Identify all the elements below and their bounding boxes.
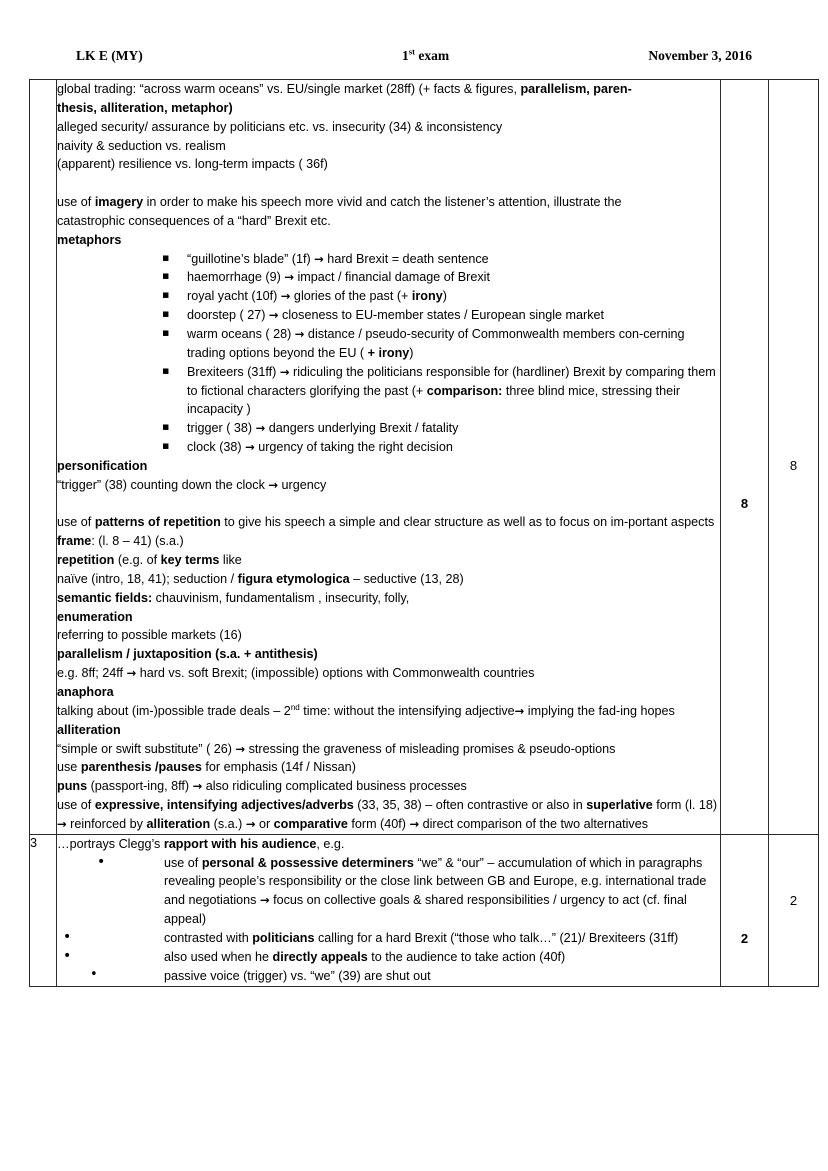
points-awarded-value: 8 xyxy=(740,496,749,511)
row-number-cell xyxy=(30,834,57,986)
points-max-cell[interactable] xyxy=(769,80,819,835)
points-awarded-value: 2 xyxy=(740,930,749,946)
list-item: ▪ warm oceans ( 28) → distance / pseudo-security of Commonwealth members con-cerning trading options beyond the EU ( + irony) xyxy=(57,325,720,363)
header-course-code: LK E (MY) xyxy=(76,48,143,63)
row-content-cell xyxy=(57,834,721,986)
arrow-icon: → xyxy=(284,270,294,285)
text-line: global trading: “across warm oceans” vs. EU/single market (28ff) (+ facts & figures, parallelism, paren- xyxy=(57,82,632,96)
arrow-icon: → xyxy=(255,421,266,436)
subheading-parallelism: parallelism / juxtaposition (s.a. + antithesis) xyxy=(57,647,318,662)
list-item: ▪ “guillotine’s blade” (1f) → hard Brexit = death sentence xyxy=(57,250,720,269)
metaphors-list xyxy=(57,250,720,457)
list-item: ▪ haemorrhage (9) → impact / financial damage of Brexit xyxy=(57,268,720,287)
text-line: use parenthesis /pauses for emphasis (14f / Nissan) xyxy=(57,760,356,775)
text-line: “simple or swift substitute” ( 26) → stressing the graveness of misleading promises & pseudo-options xyxy=(57,741,616,756)
row-number-cell xyxy=(30,80,57,835)
text-line: naïve (intro, 18, 41); seduction / figura etymologica – seductive (13, 28) xyxy=(57,571,464,586)
list-item: ▪ doorstep ( 27) → closeness to EU-member states / European single market xyxy=(57,306,720,325)
table-row xyxy=(30,834,819,986)
points-awarded-cell[interactable] xyxy=(721,834,769,986)
points-max-value: 8 xyxy=(789,458,798,473)
table-row xyxy=(30,80,819,835)
grading-table xyxy=(29,79,819,987)
arrow-icon: → xyxy=(126,666,137,681)
header-date: November 3, 2016 xyxy=(648,48,752,63)
arrow-icon: → xyxy=(268,308,279,323)
points-max-cell[interactable] xyxy=(769,834,819,986)
blank-line xyxy=(57,495,720,514)
text-line: alleged security/ assurance by politicians etc. vs. insecurity (34) & inconsistency xyxy=(57,119,503,134)
header-ordinal-suffix: st xyxy=(408,46,415,57)
text-line: …portrays Clegg’s rapport with his audience, e.g. xyxy=(57,836,345,851)
rapport-list xyxy=(57,854,720,986)
text-line: use of patterns of repetition to give his speech a simple and clear structure as well as to focus on im-portant aspects xyxy=(57,515,715,530)
text-line: use of expressive, intensifying adjectives/adverbs (33, 35, 38) – often contrastive or also in superlative form (l. 18) → reinforced by alliteration (s.a.) → or comparative form (40f) → direct comparison of the two alternatives xyxy=(57,798,718,831)
arrow-icon: → xyxy=(245,816,256,831)
list-item: • use of personal & possessive determiners “we” & “our” – accumulation of which in paragraphs revealing people’s responsibility or the close link between GB and Europe, e.g. international trade and negotiations → focus on collective goals & shared responsibilities / urgency to act (cf. final appeal) xyxy=(57,854,720,929)
list-item: • also used when he directly appeals to the audience to take action (40f) xyxy=(57,948,720,967)
text-line: puns (passport-ing, 8ff) → also ridiculing complicated business processes xyxy=(57,779,467,794)
list-item: ▪ clock (38) → urgency of taking the right decision xyxy=(57,438,720,457)
subheading-enumeration: enumeration xyxy=(57,609,133,624)
text-line: naivity & seduction vs. realism xyxy=(57,138,226,153)
arrow-icon: → xyxy=(268,477,279,492)
text-line: e.g. 8ff; 24ff → hard vs. soft Brexit; (impossible) options with Commonwealth countries xyxy=(57,666,535,681)
text-line: semantic fields: chauvinism, fundamentalism , insecurity, folly, xyxy=(57,590,410,605)
list-item: • contrasted with politicians calling for a hard Brexit (“those who talk…” (21)/ Brexiteers (31ff) xyxy=(57,929,720,948)
arrow-icon: → xyxy=(57,816,67,831)
subheading-alliteration: alliteration xyxy=(57,722,121,737)
subheading-personification: personification xyxy=(57,458,148,473)
arrow-icon: → xyxy=(279,364,290,379)
header-exam-title: 1st exam xyxy=(402,46,450,63)
row-content-cell xyxy=(57,80,721,835)
arrow-icon: → xyxy=(314,251,324,266)
list-item: ▪ royal yacht (10f) → glories of the past (+ irony) xyxy=(57,287,720,306)
arrow-icon: → xyxy=(235,741,246,756)
subheading-metaphors: metaphors xyxy=(57,232,122,247)
blank-line xyxy=(57,174,720,193)
points-max-value: 2 xyxy=(789,892,798,908)
subheading-anaphora: anaphora xyxy=(57,685,114,699)
text-line: frame: (l. 8 – 41) (s.a.) xyxy=(57,534,184,549)
arrow-icon: → xyxy=(245,440,255,455)
arrow-icon: → xyxy=(514,703,525,718)
text-line: talking about (im-)possible trade deals – 2nd time: without the intensifying adjective→ implying the fad-ing hopes xyxy=(57,702,675,718)
text-line: referring to possible markets (16) xyxy=(57,628,242,643)
points-awarded-cell[interactable] xyxy=(721,80,769,835)
text-line: use of imagery in order to make his speech more vivid and catch the listener’s attention, illustrate the xyxy=(57,195,622,210)
text-line: thesis, alliteration, metaphor) xyxy=(57,100,233,115)
text-line: repetition (e.g. of key terms like xyxy=(57,553,242,568)
list-item: ▪ Brexiteers (31ff) → ridiculing the politicians responsible for (hardliner) Brexit by comparing them to fictional characters glorifying the past (+ comparison: three blind mice, stressing their incapacity ) xyxy=(57,363,720,420)
list-item: • passive voice (trigger) vs. “we” (39) are shut out xyxy=(57,967,720,986)
arrow-icon: → xyxy=(294,326,305,341)
arrow-icon: → xyxy=(259,893,270,908)
text-line: (apparent) resilience vs. long-term impacts ( 36f) xyxy=(57,157,328,172)
row-number: 3 xyxy=(30,835,38,850)
arrow-icon: → xyxy=(280,289,291,304)
arrow-icon: → xyxy=(409,816,420,831)
list-item: ▪ trigger ( 38) → dangers underlying Brexit / fatality xyxy=(57,419,720,438)
document-header xyxy=(76,48,752,68)
text-line: “trigger” (38) counting down the clock → urgency xyxy=(57,477,327,492)
text-line: catastrophic consequences of a “hard” Brexit etc. xyxy=(57,213,331,228)
arrow-icon: → xyxy=(192,779,203,794)
ordinal-suffix: nd xyxy=(290,702,300,712)
